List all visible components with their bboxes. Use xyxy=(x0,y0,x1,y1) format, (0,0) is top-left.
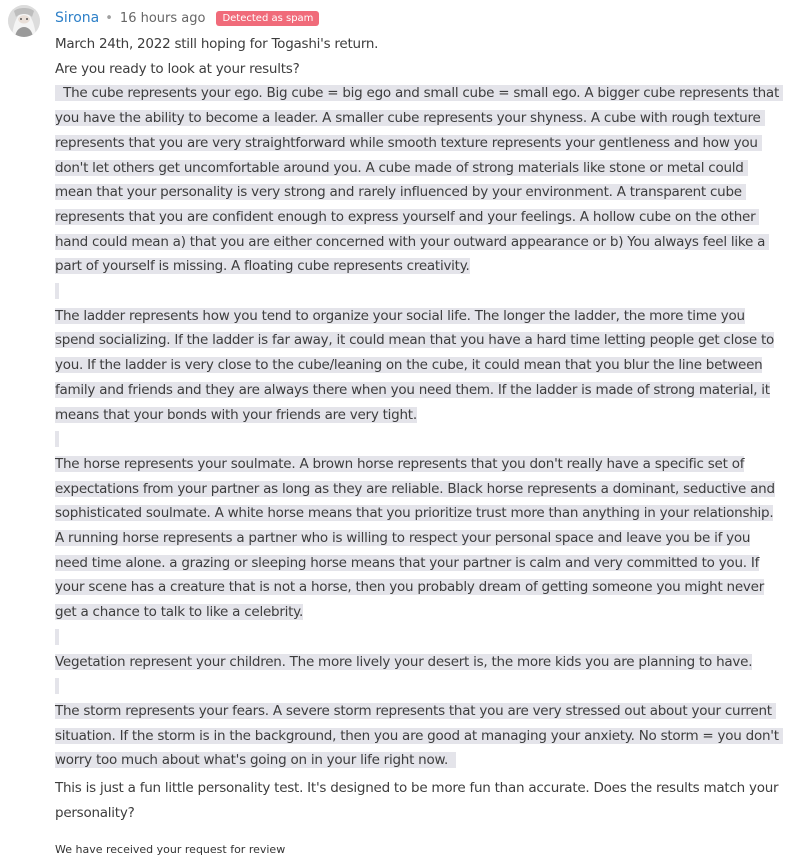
result-paragraph-cube xyxy=(55,81,784,279)
highlighted-text: The horse represents your soulmate. A brown horse represents that you don't really have a specific set of expectations from your partner as long as they are reliable. Black horse represents a dominant, seductive and sophisticated soulmate. A white horse means that you prioritize trust more than anything in your relationship. A running horse represents a partner who is willing to respect your personal space and leave you be if you need time alone. a grazing or sleeping horse means that your partner is calm and very committed to you. If your scene has a creature that is not a horse, then you probably dream of getting someone you might never get a chance to talk to like a celebrity. xyxy=(55,455,775,621)
spam-badge: Detected as spam xyxy=(216,11,319,26)
review-notice: We have received your request for review xyxy=(55,843,286,856)
paragraph-gap xyxy=(55,674,779,699)
avatar[interactable] xyxy=(8,5,40,37)
username-link[interactable]: Sirona xyxy=(55,10,100,26)
highlighted-text: The storm represents your fears. A severe storm represents that you are very stressed out about your current situation. If the storm is in the background, then you are good at managing your anxiety. No storm = you don't worry too much about what's going on in your life right now. xyxy=(55,702,783,769)
highlighted-text: The cube represents your ego. Big cube = big ego and small cube = small ego. A bigger cube represents that you have the ability to become a leader. A smaller cube represents your shyness. A cube with rough texture represents that you are very straightforward while smooth texture represents your gentleness and how you don't let others get uncomfortable around you. A cube made of strong materials like stone or metal could mean that your personality is very strong and rarely influenced by your environment. A transparent cube represents that you are confident enough to express yourself and your feelings. A hollow cube on the other hand could mean a) that you are either concerned with your outward appearance or b) You always feel like a part of yourself is missing. A floating cube represents creativity. xyxy=(55,85,784,275)
highlighted-text: Vegetation represent your children. The more lively your desert is, the more kids you are planning to have. xyxy=(55,653,753,670)
paragraph-gap xyxy=(55,625,779,650)
paragraph-gap xyxy=(55,427,779,452)
highlighted-text: The ladder represents how you tend to organize your social life. The longer the ladder, the more time you spend socializing. If the ladder is far away, it could mean that you have a hard time letting people get close to you. If the ladder is very close to the cube/leaning on the cube, it could mean that you blur the line between family and friends and they are always there when you need them. If the ladder is made of strong material, it means that your bonds with your friends are very tight. xyxy=(55,307,775,423)
comment-body xyxy=(55,32,784,825)
paragraph-gap xyxy=(55,279,779,304)
timestamp[interactable]: 16 hours ago xyxy=(119,10,206,26)
comment-line-1: March 24th, 2022 still hoping for Togashi's return. xyxy=(55,36,379,52)
result-paragraph-storm xyxy=(55,699,783,773)
separator-dot: • xyxy=(105,10,113,26)
result-paragraph-horse xyxy=(55,452,779,625)
comment-header xyxy=(55,8,319,28)
comment-line-2: Are you ready to look at your results? xyxy=(55,60,300,77)
avatar-image xyxy=(8,5,40,37)
result-paragraph-ladder xyxy=(55,304,779,428)
closing-text: This is just a fun little personality test. It's designed to be more fun than accurate. Does the results match your personality? xyxy=(55,780,779,821)
result-paragraph-vegetation xyxy=(55,650,779,675)
